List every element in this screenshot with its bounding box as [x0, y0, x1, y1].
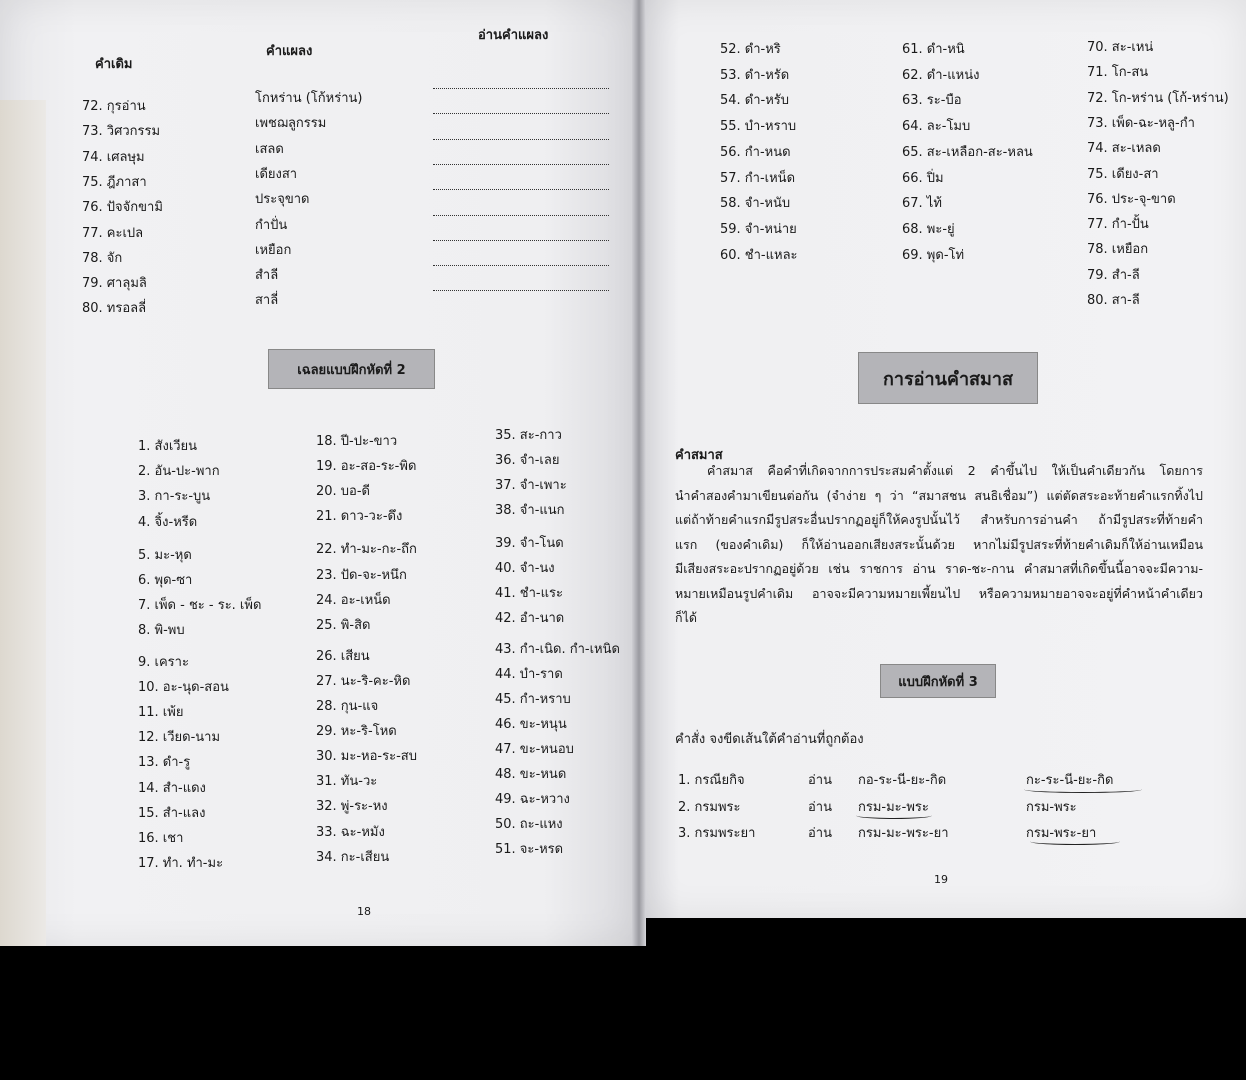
answer-item: 1. สังเวียน: [138, 439, 198, 454]
exercise-read-label: อ่าน: [808, 799, 832, 815]
exercise-read-label: อ่าน: [808, 826, 832, 841]
paragraph-line: คำสมาส คือคำที่เกิดจากการประสมคำตั้งแต่ 2 คำขึ้นไป ให้เป็นคำเดียวกัน โดยการ: [707, 463, 1203, 478]
answer-item: 40. จำ-นง: [495, 561, 555, 576]
answer-item: 42. อำ-นาด: [495, 611, 565, 626]
reading-item: 75. เดียง-สา: [1087, 166, 1159, 182]
answer-item: 37. จำ-เพาะ: [495, 478, 567, 493]
answer-item: 24. อะ-เหน็ด: [316, 592, 391, 608]
answer-item: 18. ปี-ปะ-ขาว: [316, 434, 398, 449]
answer-item: 34. กะ-เสียน: [316, 849, 390, 865]
answer-item: 14. สำ-แดง: [138, 780, 206, 796]
exercise-option-1: กรม-มะ-พระ-ยา: [858, 826, 949, 841]
answer-item: 22. ทำ-มะ-กะ-ถึก: [316, 542, 417, 558]
reading-item: 57. กำ-เหน็ด: [720, 170, 796, 186]
vocab-original: 73. วิศวกรรม: [82, 124, 161, 140]
vocab-transformed: เสลด: [255, 141, 284, 157]
page-number-left: 18: [357, 905, 371, 918]
answer-blank-line: [433, 188, 609, 190]
paragraph-line: แรก (ของคำเดิม) ก็ให้อ่านออกเสียงสระนั้นด้วย หากไม่มีรูปสระที่ท้ายคำเดิมก็ให้อ่านเหมือน: [675, 536, 1203, 552]
pen-underline-mark: [1024, 786, 1142, 793]
answer-blank-line: [433, 138, 609, 140]
answer-item: 11. เพ้ย: [138, 705, 184, 720]
reading-item: 80. สา-ลี: [1087, 293, 1140, 308]
reading-item: 64. ละ-โมบ: [902, 119, 971, 135]
vocab-transformed: กำปั่น: [255, 217, 288, 233]
reading-item: 56. กำ-หนด: [720, 144, 791, 160]
answer-item: 41. ชำ-แระ: [495, 586, 563, 601]
section-title-answers-2: เฉลยแบบฝึกหัดที่ 2: [268, 349, 435, 389]
answer-item: 27. นะ-ริ-คะ-หิด: [316, 673, 411, 689]
exercise-word: 3. กรมพระยา: [678, 826, 756, 841]
answer-item: 2. อัน-ปะ-พาก: [138, 464, 220, 480]
answer-item: 46. ขะ-หนุน: [495, 717, 567, 732]
answer-item: 39. จำ-โนด: [495, 536, 564, 551]
answer-item: 33. ฉะ-หมัง: [316, 824, 385, 840]
answer-item: 23. ปัด-จะ-หนึก: [316, 567, 407, 583]
answer-item: 43. กำ-เนิด. กำ-เหนิด: [495, 642, 620, 657]
vocab-original: 78. จัก: [82, 250, 123, 266]
exercise-option-1: กรม-มะ-พระ: [858, 799, 929, 815]
reading-item: 67. ไท้: [902, 196, 942, 212]
answer-item: 50. ถะ-แหง: [495, 817, 563, 832]
answer-item: 17. ทำ. ทำ-มะ: [138, 856, 224, 872]
answer-blank-line: [433, 264, 609, 266]
reading-item: 68. พะ-ยู่: [902, 221, 955, 237]
answer-item: 45. กำ-หราบ: [495, 692, 571, 707]
answer-item: 35. สะ-กาว: [495, 428, 562, 443]
header-reading: อ่านคำแผลง: [478, 28, 549, 43]
exercise-word: 2. กรมพระ: [678, 799, 741, 815]
exercise-option-1: กอ-ระ-นี-ยะ-กิด: [858, 773, 947, 788]
answer-item: 36. จำ-เลย: [495, 453, 560, 468]
answer-item: 12. เวียด-นาม: [138, 730, 221, 746]
subheading: คำสมาส: [675, 448, 723, 463]
exercise-option-2: กะ-ระ-นี-ยะ-กิด: [1026, 773, 1114, 788]
reading-item: 77. กำ-ปั้น: [1087, 217, 1149, 233]
reading-item: 69. พุด-โท่: [902, 247, 965, 263]
exercise-option-2: กรม-พระ-ยา: [1026, 826, 1097, 841]
exercise-instruction: คำสั่ง จงขีดเส้นใต้คำอ่านที่ถูกต้อง: [675, 732, 864, 747]
answer-item: 49. ฉะ-หวาง: [495, 792, 570, 807]
reading-item: 52. ดำ-หริ: [720, 42, 781, 57]
reading-item: 70. สะ-เหน่: [1087, 40, 1154, 55]
reading-item: 71. โก-สน: [1087, 65, 1149, 81]
answer-item: 31. ทัน-วะ: [316, 774, 378, 790]
pen-underline-mark: [1030, 838, 1120, 845]
answer-item: 15. สำ-แลง: [138, 805, 206, 821]
reading-item: 74. สะ-เหลด: [1087, 141, 1161, 157]
reading-item: 59. จำ-หน่าย: [720, 221, 797, 237]
vocab-original: 74. เศลษุม: [82, 149, 145, 165]
answer-item: 32. พู่-ระ-หง: [316, 799, 388, 815]
answer-item: 20. บอ-ดี: [316, 484, 370, 500]
vocab-original: 76. ปัจจักขามิ: [82, 200, 163, 216]
reading-item: 79. สำ-ลี: [1087, 267, 1140, 283]
answer-item: 13. ดำ-รู: [138, 755, 191, 771]
reading-item: 53. ดำ-หรัด: [720, 67, 790, 83]
answer-item: 19. อะ-สอ-ระ-พิด: [316, 459, 417, 475]
reading-item: 63. ระ-บือ: [902, 93, 962, 109]
answer-item: 5. มะ-หุด: [138, 547, 192, 563]
answer-item: 9. เคราะ: [138, 654, 189, 670]
pen-underline-mark: [856, 812, 932, 819]
explanation-paragraph: [675, 459, 1203, 631]
reading-item: 62. ดำ-แหน่ง: [902, 67, 980, 83]
header-transformed: คำแผลง: [266, 44, 313, 59]
vocab-transformed: เดียงสา: [255, 166, 298, 182]
answer-blank-line: [433, 239, 609, 241]
reading-item: 60. ชำ-แหละ: [720, 247, 798, 263]
paragraph-line: หมายเหมือนรูปคำเดิม อาจจะมีความหมายเพี้ยนไป หรือความหมายอาจจะอยู่ที่คำหน้าคำเดียว: [675, 585, 1203, 601]
answer-item: 26. เสียน: [316, 648, 370, 664]
answer-item: 48. ขะ-หนด: [495, 767, 567, 782]
answer-item: 44. บำ-ราด: [495, 667, 563, 682]
exercise-read-label: อ่าน: [808, 773, 832, 788]
exercise-word: 1. กรณียกิจ: [678, 773, 745, 788]
answer-item: 47. ขะ-หนอบ: [495, 742, 574, 757]
section-title-compound-words: การอ่านคำสมาส: [858, 352, 1038, 404]
answer-item: 16. เชา: [138, 831, 184, 846]
answer-item: 3. กา-ระ-บูน: [138, 489, 211, 505]
paragraph-line: นำคำสองคำมาเขียนต่อกัน (จำง่าย ๆ ว่า “สมาสชน สนธิเชื่อม”) แต่ตัดสระอะท้ายคำแรกทิ้งไป: [675, 487, 1203, 503]
reading-item: 65. สะ-เหลือก-สะ-หลน: [902, 144, 1033, 160]
answer-blank-line: [433, 214, 609, 216]
vocab-transformed: โกหร่าน (โก้หร่าน): [255, 91, 363, 106]
exercise-title: แบบฝึกหัดที่ 3: [880, 664, 996, 698]
vocab-transformed: เหยือก: [255, 242, 292, 258]
answer-item: 51. จะ-หรด: [495, 842, 564, 857]
reading-item: 78. เหยือก: [1087, 242, 1149, 258]
paragraph-line: แต่ถ้าท้ายคำแรกมีรูปสระอื่นปรากฏอยู่ก็ให้คงรูปนั้นไว้ สำหรับการอ่านคำ ถ้ามีรูปสระที่ท้ายคำ: [675, 512, 1203, 527]
answer-blank-line: [433, 112, 609, 114]
answer-item: 10. อะ-นุด-สอน: [138, 679, 229, 695]
vocab-original: 75. ฎีภาสา: [82, 174, 147, 190]
answer-item: 4. จิ้ง-หรีด: [138, 514, 198, 530]
answer-blank-line: [433, 87, 609, 89]
answer-item: 7. เพ็ด - ชะ - ระ. เพ็ด: [138, 598, 262, 614]
page-number-right: 19: [934, 873, 948, 886]
vocab-transformed: สำลี: [255, 268, 279, 284]
vocab-original: 77. คะเปล: [82, 225, 144, 241]
reading-item: 61. ดำ-หนิ: [902, 42, 965, 57]
reading-item: 73. เพ็ด-ฉะ-หลู-กำ: [1087, 115, 1195, 131]
answer-item: 8. พิ-พบ: [138, 623, 185, 639]
answer-blank-line: [433, 289, 609, 291]
answer-item: 6. พุด-ซา: [138, 573, 193, 588]
vocab-original: 72. กุรอ่าน: [82, 99, 146, 114]
reading-item: 66. ปิ่ม: [902, 170, 944, 186]
reading-item: 55. บำ-หราบ: [720, 119, 797, 135]
reading-item: 58. จำ-หนับ: [720, 196, 791, 212]
reading-item: 54. ดำ-หรับ: [720, 93, 790, 109]
answer-blank-line: [433, 163, 609, 165]
vocab-transformed: เพชฌลูกรรม: [255, 116, 327, 132]
header-original: คำเดิม: [95, 57, 133, 72]
vocab-original: 80. ทรอลลี่: [82, 301, 147, 317]
paragraph-line: มีเสียงสระอะปรากฏอยู่ด้วย เช่น ราชการ อ่าน ราด-ชะ-กาน คำสมาสที่เกิดขึ้นนี้อาจจะมีความ-: [675, 561, 1203, 576]
answer-item: 25. พิ-สิด: [316, 617, 371, 633]
book-gutter: [632, 0, 646, 946]
exercise-option-2: กรม-พระ: [1026, 799, 1077, 815]
vocab-transformed: ประจุขาด: [255, 192, 310, 208]
paragraph-line: ก็ได้: [675, 610, 697, 625]
answer-item: 28. กุน-แจ: [316, 699, 379, 714]
answer-item: 29. หะ-ริ-โหด: [316, 724, 397, 740]
reading-item: 72. โก-หร่าน (โก้-หร่าน): [1087, 90, 1229, 106]
answer-item: 30. มะ-หอ-ระ-สบ: [316, 749, 417, 765]
answer-item: 38. จำ-แนก: [495, 503, 565, 518]
reading-item: 76. ประ-จุ-ขาด: [1087, 191, 1176, 207]
vocab-original: 79. ศาลุมลิ: [82, 276, 147, 292]
page-edge: [0, 100, 46, 946]
answer-item: 21. ดาว-วะ-ดึง: [316, 509, 403, 525]
vocab-transformed: สาลี่: [255, 293, 279, 309]
